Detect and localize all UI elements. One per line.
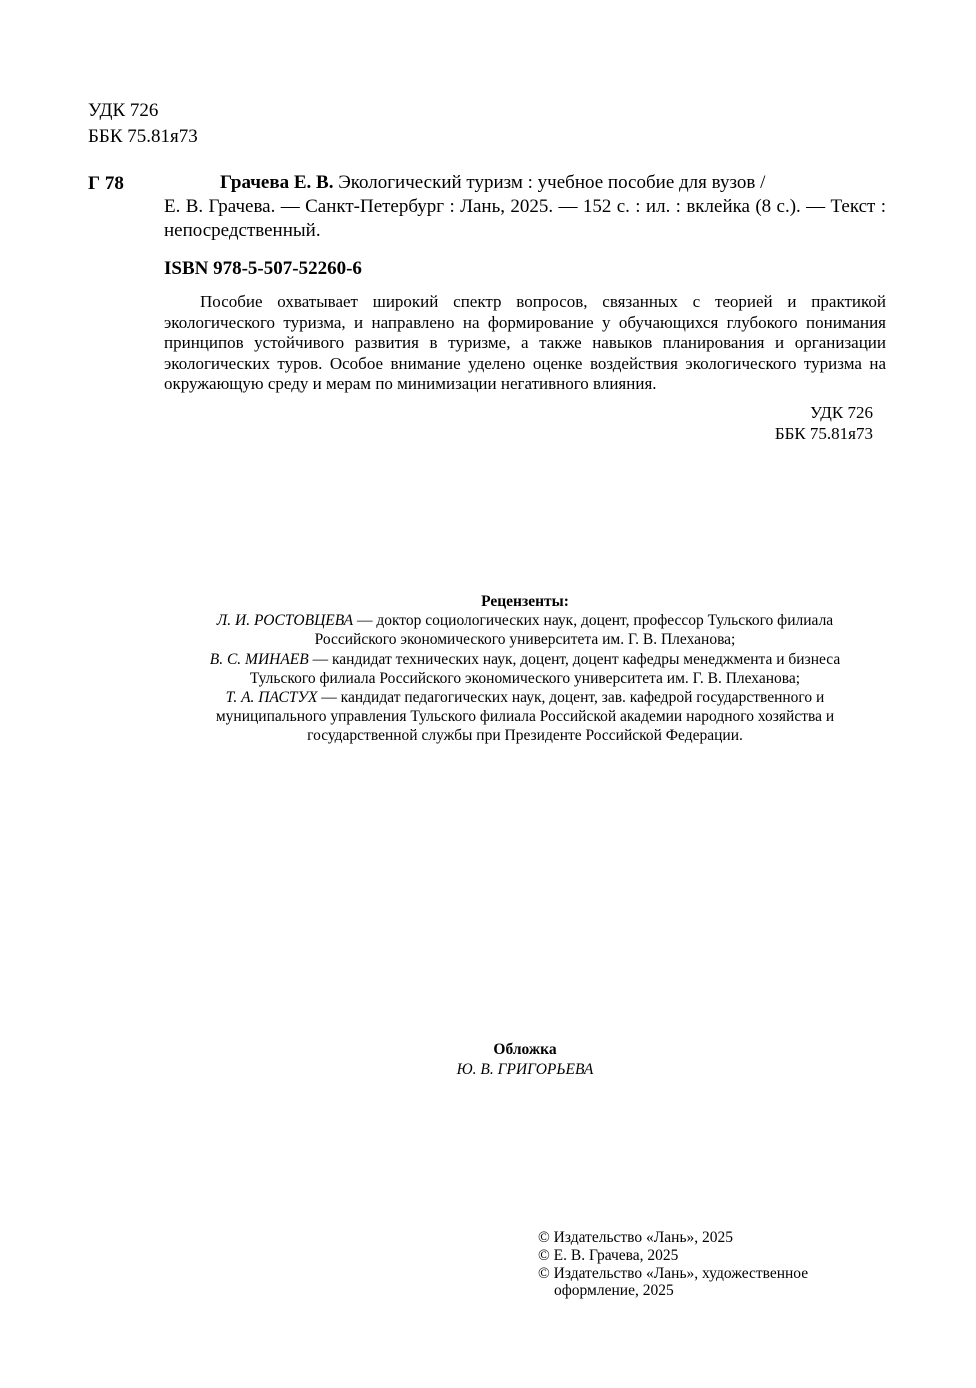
bbk-code: ББК 75.81я73: [88, 126, 198, 147]
copyright-line: © Издательство «Лань», 2025: [538, 1229, 734, 1246]
entry-description-rest: Е. В. Грачева. — Санкт-Петербург : Лань, 2025. — 152 с. : ил. : вклейка (8 с.). — Текст : непосредственный.: [164, 196, 886, 241]
cover-designer: Ю. В. ГРИГОРЬЕВА: [456, 1060, 594, 1078]
reviewer-desc: Российского экономического университета им. Г. В. Плеханова;: [314, 631, 736, 649]
author-mark: Г 78: [88, 173, 124, 194]
isbn: ISBN 978-5-507-52260-6: [164, 258, 362, 279]
copyright-line: © Е. В. Грачева, 2025: [538, 1246, 679, 1264]
copyright-block: [538, 1229, 858, 1300]
abstract: Пособие охватывает широкий спектр вопросов, связанных с теорией и практикой экологического туризма, и направлено на формирование у обучающихся глубокого понимания принципов устойчивого развития в туризме, а также навыков планирования и организации экологических туров. Особое внимание уделено оценке воздействия экологического туризма на окружающую среду и мерам по минимизации негативного влияния.: [164, 292, 886, 393]
reviewer-desc: муниципального управления Тульского филиала Российской академии народного хозяйства и: [215, 708, 835, 726]
reviewer-name: В. С. МИНАЕВ: [209, 650, 309, 668]
reviewer-1: [120, 611, 930, 630]
udk-code: УДК 726: [88, 100, 159, 121]
reviewer-desc: — кандидат технических наук, доцент, доцент кафедры менеджмента и бизнеса: [308, 650, 841, 668]
cover-credit: [400, 1040, 650, 1079]
classification-block-top: [88, 98, 198, 150]
reviewer-name: Т. А. ПАСТУХ: [225, 689, 318, 707]
classification-block-right: [700, 402, 873, 444]
bbk-code-right: ББК 75.81я73: [774, 424, 873, 443]
copyright-line: © Издательство «Лань», художественное: [538, 1264, 809, 1282]
reviewers-block: [120, 592, 930, 746]
entry-first-line: [164, 171, 886, 195]
udk-code-right: УДК 726: [809, 403, 873, 422]
reviewers-title: Рецензенты:: [481, 593, 569, 610]
reviewer-2: [120, 650, 930, 669]
reviewer-name: Л. И. РОСТОВЦЕВА: [216, 612, 354, 630]
reviewer-desc: — доктор социологических наук, доцент, профессор Тульского филиала: [353, 612, 834, 630]
reviewer-desc: Тульского филиала Российского экономического университета им. Г. В. Плеханова;: [249, 669, 801, 687]
copyright-line: оформление, 2025: [554, 1282, 674, 1300]
entry-author: Грачева Е. В.: [220, 172, 334, 193]
bibliographic-entry: [164, 171, 886, 243]
entry-description-line1: Экологический туризм : учебное пособие для вузов /: [333, 172, 766, 193]
cover-title: Обложка: [493, 1041, 557, 1058]
reviewer-desc: государственной службы при Президенте Российской Федерации.: [307, 727, 743, 745]
reviewer-desc: — кандидат педагогических наук, доцент, зав. кафедрой государственного и: [317, 689, 825, 707]
reviewer-3: [120, 688, 930, 707]
